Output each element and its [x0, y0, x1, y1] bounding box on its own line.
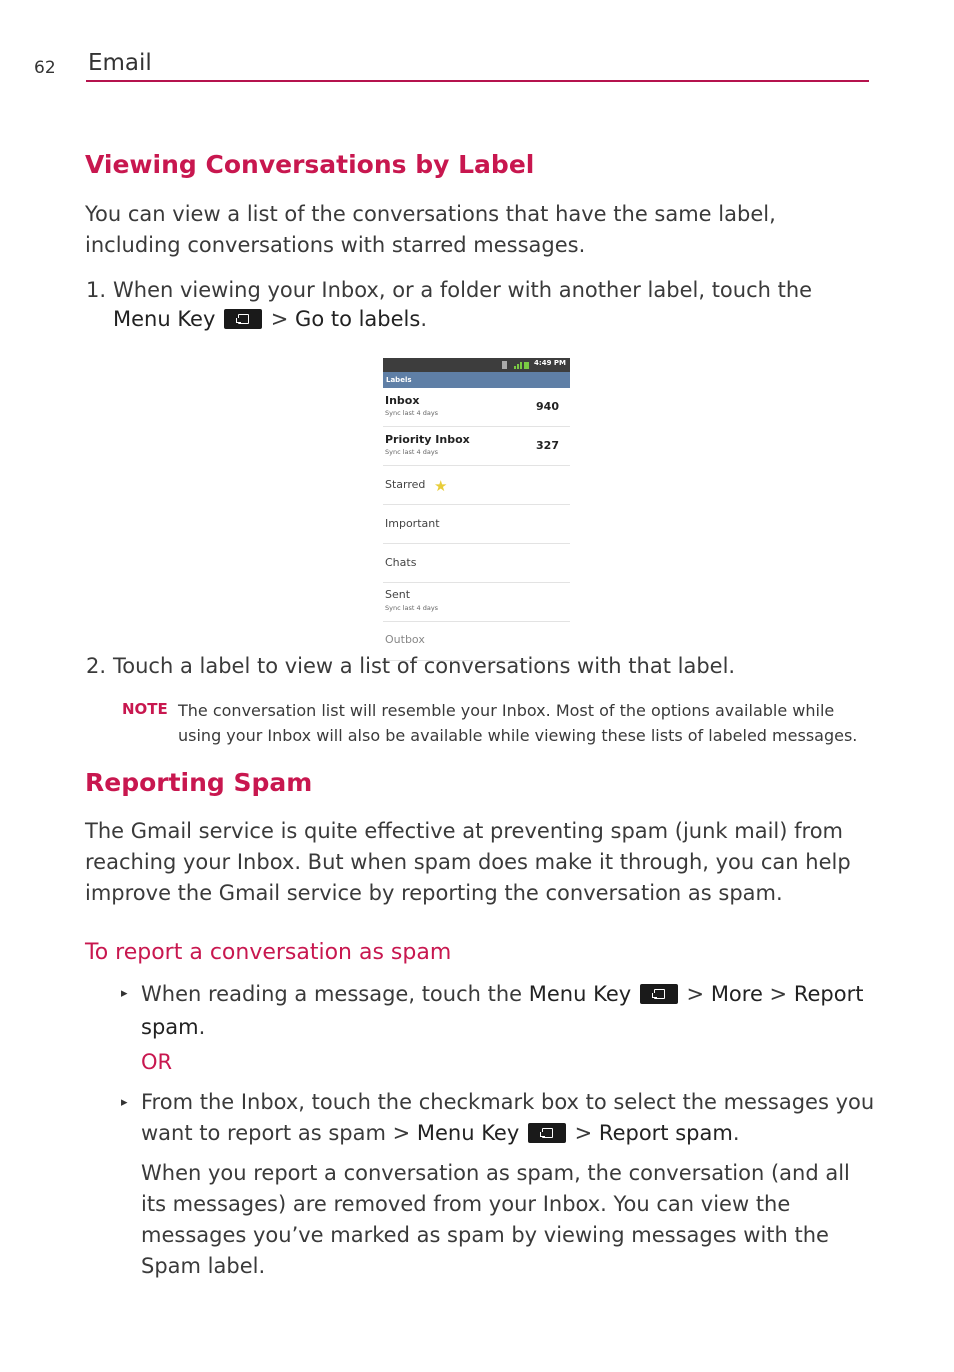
menu-key-icon: [528, 1123, 566, 1143]
bullet-1-pre: When reading a message, touch the: [141, 982, 529, 1006]
step-1-separator: >: [264, 307, 296, 331]
status-time: 4:49 PM: [534, 359, 566, 367]
bullet-2-pre: From the Inbox, touch the checkmark box to select the messages you want to report as spam >: [141, 1090, 875, 1145]
step-1-text: [113, 276, 873, 334]
label-row-inbox[interactable]: [383, 388, 570, 427]
menu-key-icon: [224, 309, 262, 329]
bullet-2-end: .: [732, 1121, 740, 1145]
label-sync: Sync last 4 days: [385, 409, 439, 417]
step-2: [0, 652, 954, 682]
label-name: Priority Inbox: [385, 433, 470, 446]
labels-title-bar: Labels: [383, 372, 570, 388]
viewing-intro-paragraph: You can view a list of the conversations that have the same label, including conversations with starred messages.: [85, 202, 776, 257]
go-to-labels-label: Go to labels: [295, 307, 421, 331]
label-sync: Sync last 4 days: [385, 604, 439, 612]
label-count: 327: [536, 439, 559, 452]
step-1-end: .: [420, 307, 428, 331]
step-1-pre: When viewing your Inbox, or a folder with another label, touch the: [113, 278, 813, 302]
menu-key-label: Menu Key: [416, 1121, 520, 1145]
reporting-spam-intro: The Gmail service is quite effective at preventing spam (junk mail) from reaching your Inbox. But when spam does make it through, you can help improve the Gmail service by reporting the conversation as spam.: [85, 819, 851, 905]
label-row-priority-inbox[interactable]: [383, 427, 570, 466]
bullet-1-end: .: [198, 1015, 206, 1039]
header-rule: [86, 80, 869, 82]
labels-screenshot: [383, 358, 570, 646]
menu-key-label: Menu Key: [113, 307, 216, 331]
signal-icon: [502, 361, 530, 369]
bullet-1-sep-2: >: [762, 982, 794, 1006]
label-name: Starred: [385, 478, 426, 491]
menu-key-icon: [640, 984, 678, 1004]
more-label: More: [710, 982, 763, 1006]
note-text: The conversation list will resemble your Inbox. Most of the options available while using your Inbox will also be available while viewing these lists of labeled messages.: [178, 701, 858, 745]
step-1-number: 1.: [86, 278, 107, 302]
note-label: NOTE: [122, 700, 168, 718]
spam-closing-paragraph: When you report a conversation as spam, the conversation (and all its messages) are removed from your Inbox. You can view the messages you’ve marked as spam by viewing messages with the Spam label.: [141, 1161, 850, 1278]
label-sync: Sync last 4 days: [385, 448, 439, 456]
report-spam-label: Report spam: [598, 1121, 733, 1145]
label-name: Chats: [385, 556, 417, 569]
bullet-1-sep: >: [679, 982, 711, 1006]
bullet-1-text: [141, 978, 876, 1044]
label-name: Important: [385, 517, 440, 530]
bullet-2-text: [141, 1087, 876, 1149]
report-spam-label: Report spam: [141, 982, 864, 1039]
menu-key-label: Menu Key: [528, 982, 632, 1006]
reporting-spam-heading: Reporting Spam: [85, 768, 313, 797]
step-2-text: Touch a label to view a list of conversations with that label.: [113, 654, 736, 678]
or-separator: OR: [141, 1050, 173, 1074]
page-number: 62: [34, 58, 56, 78]
viewing-by-label-heading: Viewing Conversations by Label: [85, 150, 535, 179]
step-2-number: 2.: [86, 654, 107, 678]
report-conversation-subheading: To report a conversation as spam: [85, 940, 452, 965]
star-icon: ★: [434, 477, 448, 495]
section-title: Email: [88, 50, 152, 76]
bullet-arrow-icon: ▸: [121, 1095, 128, 1110]
bullet-2-sep: >: [567, 1121, 599, 1145]
label-row-starred[interactable]: [383, 466, 570, 505]
label-count: 940: [536, 400, 559, 413]
bullet-arrow-icon: ▸: [121, 986, 128, 1001]
step-1: [0, 276, 954, 336]
label-row-chats[interactable]: [383, 544, 570, 583]
status-bar: [383, 358, 570, 372]
label-name: Sent: [385, 588, 411, 601]
label-row-sent[interactable]: [383, 583, 570, 622]
label-name: Inbox: [385, 394, 420, 407]
label-row-important[interactable]: [383, 505, 570, 544]
label-name: Outbox: [385, 633, 425, 646]
